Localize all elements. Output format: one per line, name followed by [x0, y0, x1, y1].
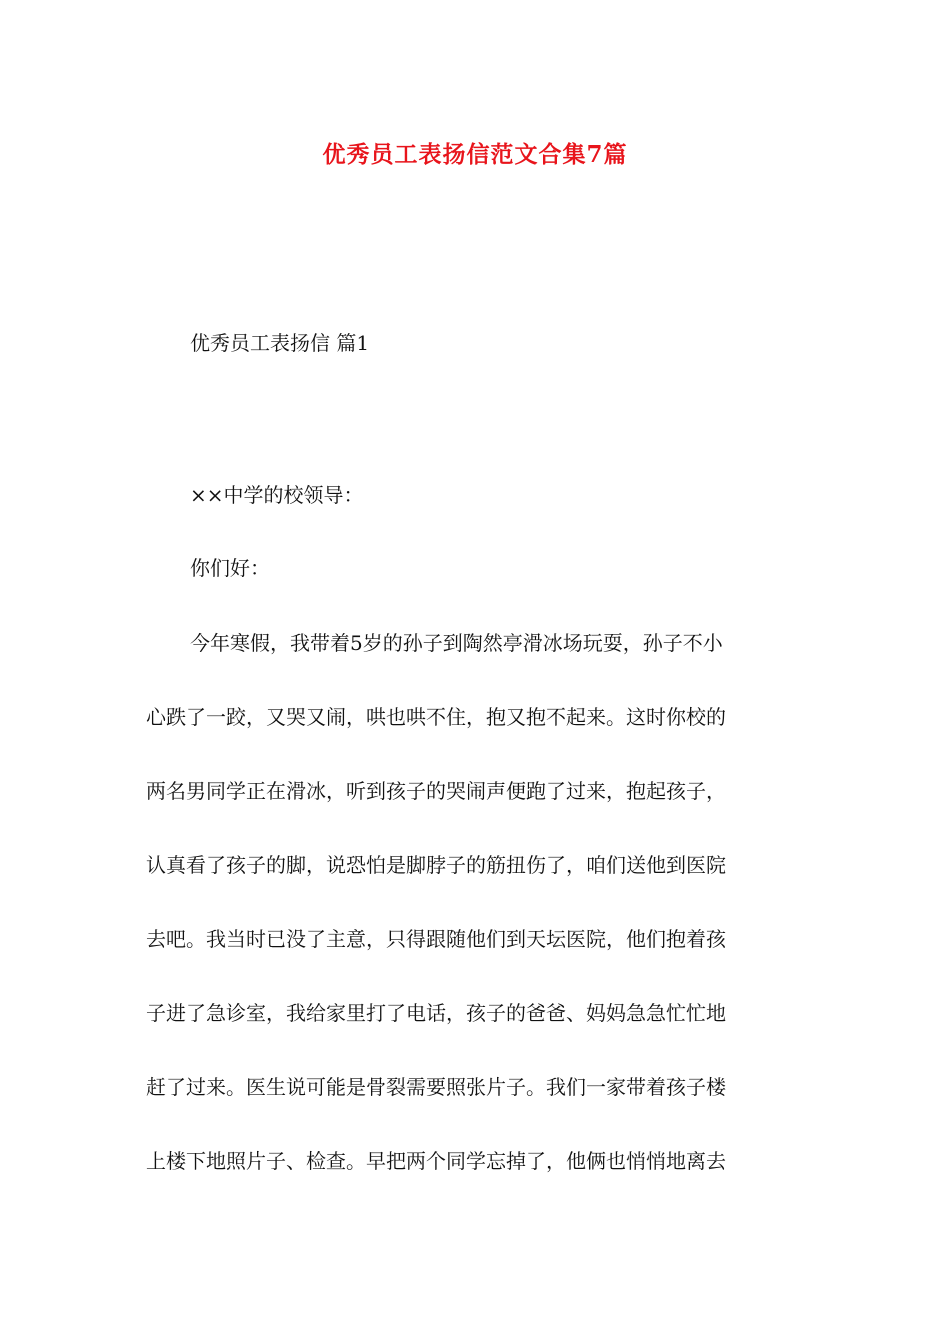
- paragraph-line: 两名男同学正在滑冰，听到孩子的哭闹声便跑了过来，抱起孩子，: [146, 779, 726, 803]
- paragraph-line: 心跌了一跤，又哭又闹，哄也哄不住，抱又抱不起来。这时你校的: [146, 705, 726, 729]
- section-heading: 优秀员工表扬信 篇1: [190, 331, 370, 355]
- paragraph-line: 上楼下地照片子、检查。早把两个同学忘掉了，他俩也悄悄地离去: [146, 1149, 726, 1173]
- paragraph-line: 认真看了孩子的脚，说恐怕是脚脖子的筋扭伤了，咱们送他到医院: [146, 853, 726, 877]
- paragraph-line: 子进了急诊室，我给家里打了电话，孩子的爸爸、妈妈急急忙忙地: [146, 1001, 726, 1025]
- paragraph-line: 今年寒假，我带着5岁的孙子到陶然亭滑冰场玩耍，孙子不小: [190, 631, 723, 655]
- paragraph-line: 赶了过来。医生说可能是骨裂需要照张片子。我们一家带着孩子楼: [146, 1075, 726, 1099]
- document-title: 优秀员工表扬信范文合集7篇: [322, 141, 628, 168]
- letter-salutation: ××中学的校领导：: [190, 483, 364, 507]
- letter-greeting: 你们好：: [190, 556, 270, 580]
- paragraph-line: 去吧。我当时已没了主意，只得跟随他们到天坛医院，他们抱着孩: [146, 927, 726, 951]
